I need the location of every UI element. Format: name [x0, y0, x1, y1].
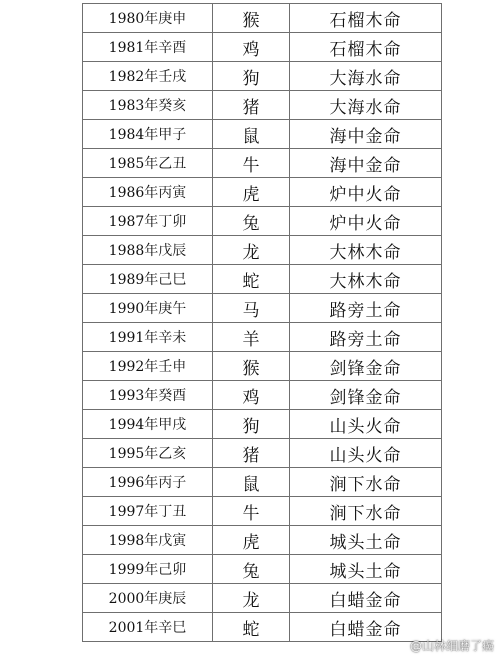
element-fate-cell: 剑锋金命 — [290, 352, 442, 381]
table-row — [83, 294, 442, 323]
zodiac-animal-cell: 鼠 — [213, 468, 290, 497]
table-row — [83, 381, 442, 410]
element-fate-cell: 大海水命 — [290, 62, 442, 91]
year-cell: 1997年丁丑 — [83, 497, 213, 526]
element-fate-cell: 路旁土命 — [290, 323, 442, 352]
year-cell: 1999年己卯 — [83, 555, 213, 584]
year-cell: 1984年甲子 — [83, 120, 213, 149]
year-cell: 1993年癸酉 — [83, 381, 213, 410]
element-fate-cell: 城头土命 — [290, 555, 442, 584]
element-fate-cell: 涧下水命 — [290, 497, 442, 526]
zodiac-animal-cell: 狗 — [213, 62, 290, 91]
year-cell: 1980年庚申 — [83, 4, 213, 33]
table-row — [83, 149, 442, 178]
year-cell: 1988年戊辰 — [83, 236, 213, 265]
table-row — [83, 91, 442, 120]
zodiac-animal-cell: 牛 — [213, 149, 290, 178]
year-cell: 1986年丙寅 — [83, 178, 213, 207]
zodiac-animal-cell: 虎 — [213, 178, 290, 207]
element-fate-cell: 山头火命 — [290, 410, 442, 439]
table-row — [83, 62, 442, 91]
year-cell: 1982年壬戌 — [83, 62, 213, 91]
zodiac-animal-cell: 猪 — [213, 439, 290, 468]
element-fate-cell: 城头土命 — [290, 526, 442, 555]
table-row — [83, 584, 442, 613]
year-cell: 1987年丁卯 — [83, 207, 213, 236]
zodiac-animal-cell: 猴 — [213, 4, 290, 33]
year-cell: 1989年己巳 — [83, 265, 213, 294]
zodiac-animal-cell: 蛇 — [213, 265, 290, 294]
table-row — [83, 207, 442, 236]
table-row — [83, 323, 442, 352]
year-cell: 1998年戊寅 — [83, 526, 213, 555]
zodiac-animal-cell: 蛇 — [213, 613, 290, 642]
zodiac-animal-cell: 兔 — [213, 555, 290, 584]
table-row — [83, 352, 442, 381]
zodiac-animal-cell: 狗 — [213, 410, 290, 439]
element-fate-cell: 剑锋金命 — [290, 381, 442, 410]
element-fate-cell: 炉中火命 — [290, 178, 442, 207]
year-cell: 1996年丙子 — [83, 468, 213, 497]
table-row — [83, 4, 442, 33]
table-row — [83, 468, 442, 497]
element-fate-cell: 海中金命 — [290, 149, 442, 178]
table-row — [83, 497, 442, 526]
element-fate-cell: 石榴木命 — [290, 33, 442, 62]
birth-year-element-table — [82, 3, 442, 642]
element-fate-cell: 石榴木命 — [290, 4, 442, 33]
year-cell: 2000年庚辰 — [83, 584, 213, 613]
year-cell: 1981年辛酉 — [83, 33, 213, 62]
table-row — [83, 178, 442, 207]
zodiac-animal-cell: 猴 — [213, 352, 290, 381]
zodiac-animal-cell: 兔 — [213, 207, 290, 236]
table-row — [83, 236, 442, 265]
table-row — [83, 613, 442, 642]
zodiac-animal-cell: 鸡 — [213, 381, 290, 410]
table-row — [83, 120, 442, 149]
table-row — [83, 555, 442, 584]
element-fate-cell: 白蜡金命 — [290, 613, 442, 642]
zodiac-animal-cell: 马 — [213, 294, 290, 323]
element-fate-cell: 大海水命 — [290, 91, 442, 120]
table-row — [83, 439, 442, 468]
element-fate-cell: 炉中火命 — [290, 207, 442, 236]
zodiac-animal-cell: 龙 — [213, 584, 290, 613]
watermark-text: @山林细磨了癌 — [409, 639, 494, 653]
table-body — [83, 4, 442, 642]
table-row — [83, 410, 442, 439]
year-cell: 1991年辛未 — [83, 323, 213, 352]
element-fate-cell: 白蜡金命 — [290, 584, 442, 613]
table-row — [83, 265, 442, 294]
zodiac-animal-cell: 羊 — [213, 323, 290, 352]
element-fate-cell: 涧下水命 — [290, 468, 442, 497]
element-fate-cell: 山头火命 — [290, 439, 442, 468]
zodiac-animal-cell: 牛 — [213, 497, 290, 526]
table-row — [83, 526, 442, 555]
year-cell: 1994年甲戌 — [83, 410, 213, 439]
element-fate-cell: 海中金命 — [290, 120, 442, 149]
table-row — [83, 33, 442, 62]
element-fate-cell: 路旁土命 — [290, 294, 442, 323]
zodiac-animal-cell: 鼠 — [213, 120, 290, 149]
year-cell: 1990年庚午 — [83, 294, 213, 323]
zodiac-animal-cell: 龙 — [213, 236, 290, 265]
year-cell: 1992年壬申 — [83, 352, 213, 381]
zodiac-animal-cell: 鸡 — [213, 33, 290, 62]
year-cell: 1983年癸亥 — [83, 91, 213, 120]
year-cell: 1995年乙亥 — [83, 439, 213, 468]
year-cell: 2001年辛巳 — [83, 613, 213, 642]
zodiac-animal-cell: 虎 — [213, 526, 290, 555]
year-cell: 1985年乙丑 — [83, 149, 213, 178]
element-fate-cell: 大林木命 — [290, 236, 442, 265]
element-fate-cell: 大林木命 — [290, 265, 442, 294]
zodiac-animal-cell: 猪 — [213, 91, 290, 120]
